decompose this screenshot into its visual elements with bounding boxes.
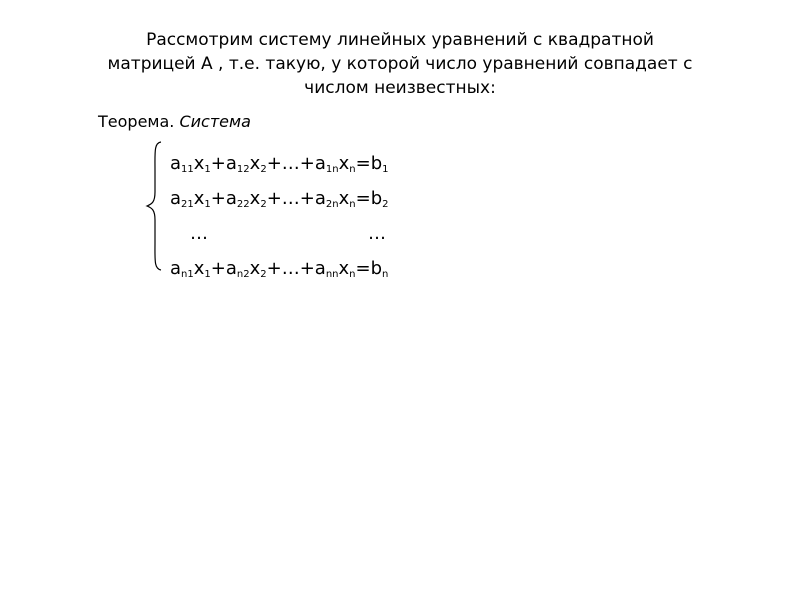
- const-b: b: [370, 188, 383, 209]
- subscript: nn: [325, 269, 339, 280]
- subscript: n: [382, 269, 389, 280]
- theorem-caption: [98, 112, 251, 132]
- heading-line-3: числом неизвестных:: [304, 78, 496, 98]
- equation-system: [170, 146, 389, 286]
- operator: +…+: [266, 258, 315, 279]
- var-x: x: [338, 188, 350, 209]
- operator: +: [210, 153, 226, 174]
- operator: +…+: [266, 188, 315, 209]
- coef-a: a: [170, 153, 182, 174]
- subscript: 1: [204, 164, 211, 175]
- var-x: x: [193, 258, 205, 279]
- var-x: x: [338, 153, 350, 174]
- equation-row-1: [170, 146, 389, 181]
- subscript: n: [349, 269, 356, 280]
- subscript: 2: [260, 199, 267, 210]
- equals-sign: =: [355, 153, 371, 174]
- theorem-system-word: Система: [179, 112, 251, 131]
- var-x: x: [193, 188, 205, 209]
- coef-a: a: [225, 188, 237, 209]
- theorem-label: Теорема.: [98, 112, 175, 131]
- subscript: n: [349, 164, 356, 175]
- subscript: 22: [236, 199, 250, 210]
- ellipsis-left: …: [190, 223, 208, 244]
- equals-sign: =: [355, 188, 371, 209]
- const-b: b: [370, 153, 383, 174]
- operator: +: [210, 188, 226, 209]
- equation-row-n: [170, 251, 389, 286]
- operator: +…+: [266, 153, 315, 174]
- coef-a: a: [170, 258, 182, 279]
- var-x: x: [193, 153, 205, 174]
- coef-a: a: [225, 153, 237, 174]
- coef-a: a: [314, 153, 326, 174]
- subscript: 1: [382, 164, 389, 175]
- subscript: 2: [260, 164, 267, 175]
- equals-sign: =: [355, 258, 371, 279]
- system-brace: [144, 140, 164, 272]
- slide-heading: [60, 28, 740, 100]
- coef-a: a: [225, 258, 237, 279]
- subscript: 1: [204, 269, 211, 280]
- ellipsis-row: [170, 216, 389, 251]
- heading-line-2: матрицей А , т.е. такую, у которой число уравнений совпадает с: [107, 54, 693, 74]
- subscript: 2: [382, 199, 389, 210]
- subscript: 21: [181, 199, 194, 210]
- subscript: 1n: [325, 164, 339, 175]
- subscript: 12: [236, 164, 250, 175]
- operator: +: [210, 258, 226, 279]
- subscript: n2: [236, 269, 250, 280]
- var-x: x: [249, 258, 261, 279]
- subscript: 2n: [325, 199, 339, 210]
- var-x: x: [249, 153, 261, 174]
- coef-a: a: [170, 188, 182, 209]
- subscript: n1: [181, 269, 194, 280]
- coef-a: a: [314, 188, 326, 209]
- ellipsis-right: …: [368, 223, 386, 244]
- subscript: n: [349, 199, 356, 210]
- heading-line-1: Рассмотрим систему линейных уравнений с квадратной: [146, 30, 654, 50]
- subscript: 11: [181, 164, 194, 175]
- subscript: 1: [204, 199, 211, 210]
- coef-a: a: [314, 258, 326, 279]
- var-x: x: [249, 188, 261, 209]
- subscript: 2: [260, 269, 267, 280]
- equation-row-2: [170, 181, 389, 216]
- const-b: b: [370, 258, 383, 279]
- var-x: x: [338, 258, 350, 279]
